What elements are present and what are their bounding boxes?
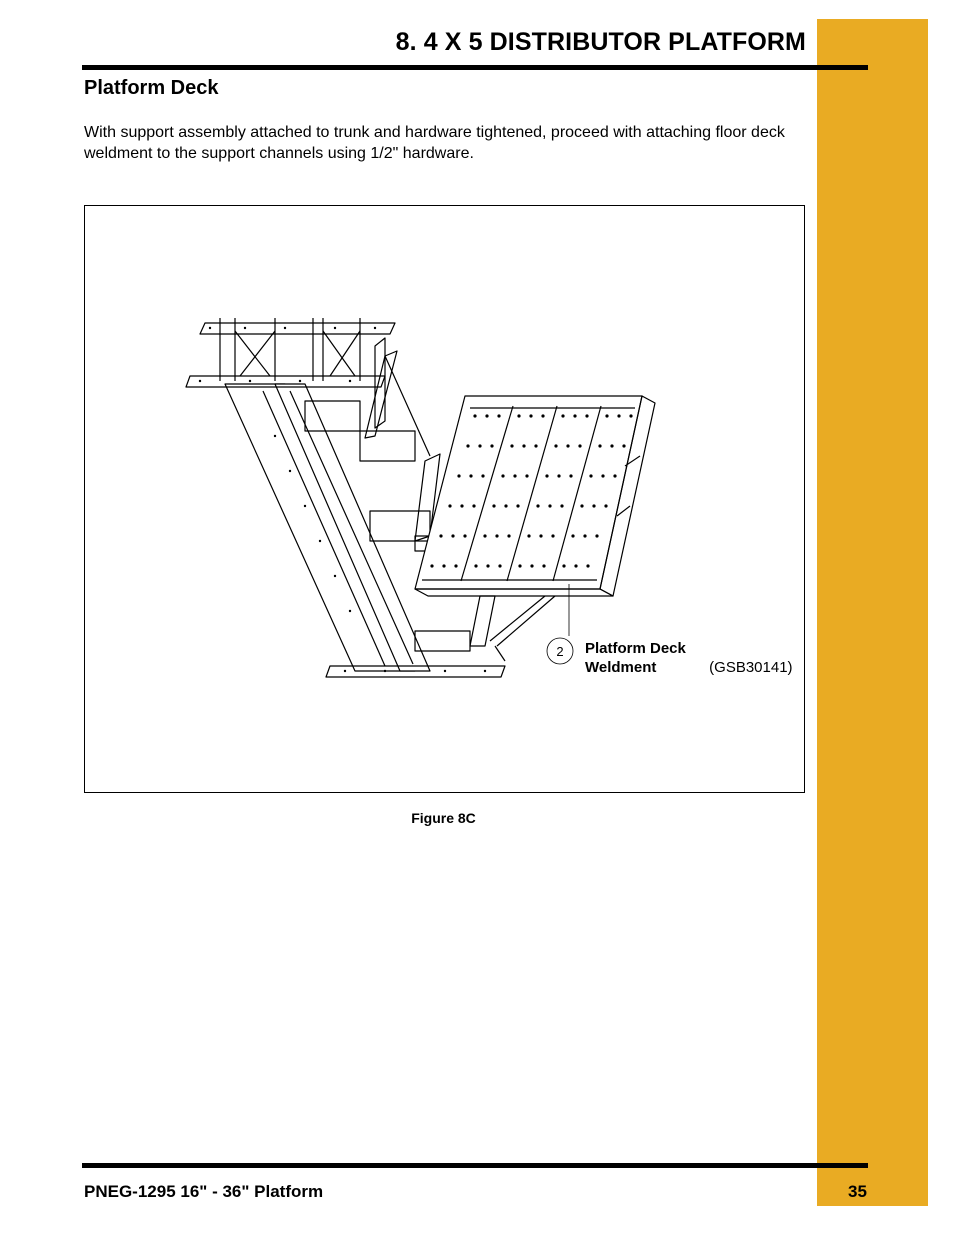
- callout-label: [585, 639, 793, 677]
- callout-number: 2: [556, 644, 564, 659]
- side-tab: [817, 19, 928, 1206]
- callout-part-number: (GSB30141): [709, 659, 793, 676]
- callout-part-name: Platform Deck Weldment: [585, 640, 686, 676]
- footer-rule: [82, 1163, 868, 1168]
- figure-frame: [84, 205, 805, 793]
- figure-caption: Figure 8C: [411, 810, 476, 826]
- page-number: 35: [848, 1182, 867, 1201]
- page-title: 8. 4 X 5 DISTRIBUTOR PLATFORM: [395, 28, 806, 56]
- footer-document-title: PNEG-1295 16" - 36" Platform: [84, 1182, 324, 1201]
- header-rule: [82, 65, 868, 70]
- section-heading: Platform Deck: [84, 77, 219, 99]
- instruction-text: With support assembly attached to trunk and hardware tightened, proceed with attaching floor deck weldment to the support channels using 1/2" hardware.: [84, 124, 785, 162]
- platform-assembly-illustration: [85, 206, 804, 792]
